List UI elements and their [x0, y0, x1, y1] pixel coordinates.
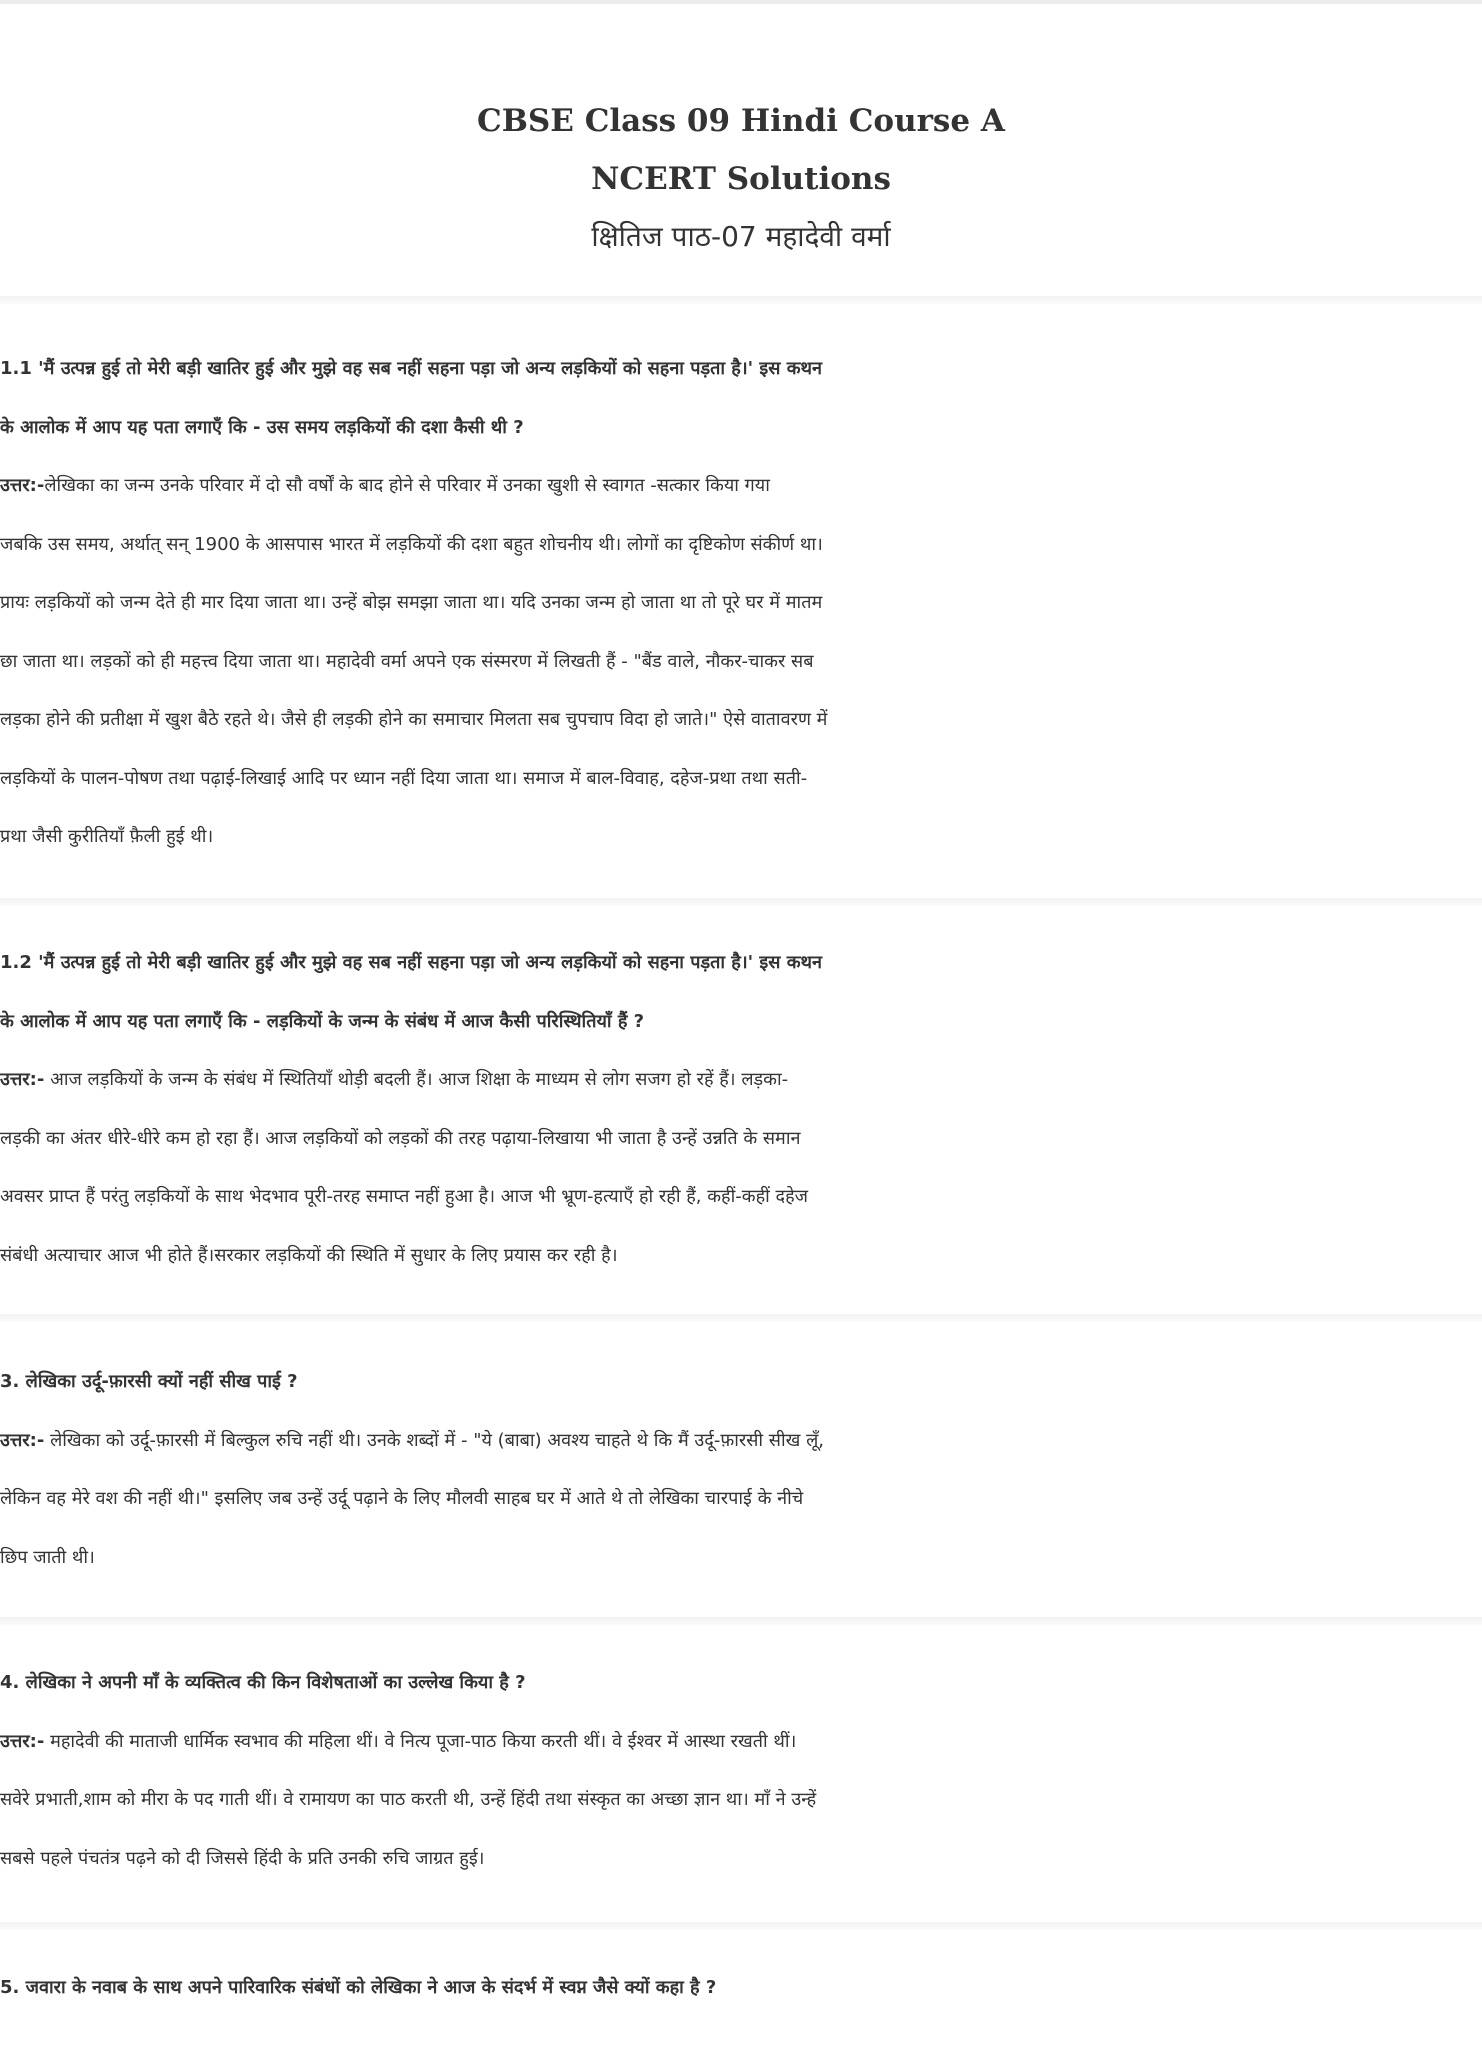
- question-text: के आलोक में आप यह पता लगाएँ कि - लड़कियों के जन्म के संबंध में आज कैसी परिस्थितियाँ हैं ?: [0, 1010, 645, 1032]
- chapter-title: क्षितिज पाठ-07 महादेवी वर्मा: [591, 220, 891, 253]
- question-text: 1.2 'मैं उत्पन्न हुई तो मेरी बड़ी खातिर हुई और मुझे वह सब नहीं सहना पड़ा जो अन्य लड़कियों को सहना पड़ता है।' इस कथन: [0, 952, 823, 973]
- qa-section: [0, 934, 1482, 1285]
- qa-section: [0, 1654, 1482, 1888]
- answer-text: सबसे पहले पंचतंत्र पढ़ने को दी जिससे हिंदी के प्रति उनकी रुचि जाग्रत हुई।: [0, 1847, 485, 1869]
- qa-section: [0, 1959, 1482, 2018]
- answer-text: लेकिन वह मेरे वश की नहीं थी।" इसलिए जब उन्हें उर्दू पढ़ाने के लिए मौलवी साहब घर में आते थे तो लेखिका चारपाई के नीचे: [0, 1488, 804, 1509]
- answer-line: [0, 1051, 1482, 1110]
- question-text: 3. लेखिका उर्दू-फ़ारसी क्यों नहीं सीख पाई ?: [0, 1371, 298, 1392]
- document-subtitle: NCERT Solutions: [591, 161, 891, 197]
- answer-text: लड़कियों के पालन-पोषण तथा पढ़ाई-लिखाई आदि पर ध्यान नहीं दिया जाता था। समाज में बाल-विवाह, दहेज-प्रथा तथा सती-: [0, 767, 808, 789]
- question-text: 5. जवारा के नवाब के साथ अपने पारिवारिक संबंधों को लेखिका ने आज के संदर्भ में स्वप्न जैसे क्यों कहा है ?: [0, 1977, 717, 1998]
- section-divider: [0, 1922, 1482, 1930]
- answer-label: उत्तर:-: [0, 1730, 45, 1752]
- qa-section: [0, 340, 1482, 867]
- answer-text: लेखिका का जन्म उनके परिवार में दो सौ वर्षों के बाद होने से परिवार में उनका खुशी से स्वागत -सत्कार किया गया: [44, 475, 770, 496]
- answer-text: प्रायः लड़कियों को जन्म देते ही मार दिया जाता था। उन्हें बोझ समझा जाता था। यदि उनका जन्म हो जाता था तो पूरे घर में मातम: [0, 592, 823, 613]
- section-divider: [0, 1314, 1482, 1322]
- answer-text: लेखिका को उर्दू-फ़ारसी में बिल्कुल रुचि नहीं थी। उनके शब्दों में - "ये (बाबा) अवश्य चाहते थे कि मैं उर्दू-फ़ारसी सीख लूँ,: [44, 1429, 825, 1451]
- answer-text: छिप जाती थी।: [0, 1546, 95, 1568]
- section-divider: [0, 296, 1482, 304]
- answer-text: लड़की का अंतर धीरे-धीरे कम हो रहा हैं। आज लड़कियों को लड़कों की तरह पढ़ाया-लिखाया भी जाता है उन्हें उन्नति के समान: [0, 1127, 801, 1149]
- answer-text: लड़का होने की प्रतीक्षा में खुश बैठे रहते थे। जैसे ही लड़की होने का समाचार मिलता सब चुपचाप विदा हो जाते।" ऐसे वातावरण में: [0, 709, 828, 730]
- answer-label: उत्तर:-: [0, 1069, 45, 1090]
- answer-label: उत्तर:-: [0, 475, 45, 496]
- answer-text: प्रथा जैसी कुरीतियाँ फ़ैली हुई थी।: [0, 826, 214, 847]
- answer-text: अवसर प्राप्त हैं परंतु लड़कियों के साथ भेदभाव पूरी-तरह समाप्त नहीं हुआ है। आज भी भ्रूण-हत्याएँ हो रही हैं, कहीं-कहीं दहेज: [0, 1186, 809, 1207]
- section-divider: [0, 1617, 1482, 1625]
- answer-text: छा जाता था। लड़कों को ही महत्त्व दिया जाता था। महादेवी वर्मा अपने एक संस्मरण में लिखती हैं - "बैंड वाले, नौकर-चाकर सब: [0, 650, 814, 672]
- section-divider: [0, 898, 1482, 906]
- qa-section: [0, 1353, 1482, 1587]
- answer-text: महादेवी की माताजी धार्मिक स्वभाव की महिला थीं। वे नित्य पूजा-पाठ किया करती थीं। वे ईश्वर में आस्था रखती थीं।: [44, 1730, 797, 1752]
- answer-text: सवेरे प्रभाती,शाम को मीरा के पद गाती थीं। वे रामायण का पाठ करती थी, उन्हें हिंदी तथा संस्कृत का अच्छा ज्ञान था। माँ ने उन्हें: [0, 1789, 817, 1810]
- answer-text: आज लड़कियों के जन्म के संबंध में स्थितियाँ थोड़ी बदली हैं। आज शिक्षा के माध्यम से लोग सजग हो रहें हैं। लड़का-: [44, 1069, 789, 1090]
- question-text: के आलोक में आप यह पता लगाएँ कि - उस समय लड़कियों की दशा कैसी थी ?: [0, 416, 524, 438]
- answer-line: [0, 1713, 1482, 1772]
- answer-text: जबकि उस समय, अर्थात् सन् 1900 के आसपास भारत में लड़कियों की दशा बहुत शोचनीय थी। लोगों का दृष्टिकोण संकीर्ण था।: [0, 533, 823, 555]
- document-title: CBSE Class 09 Hindi Course A: [477, 103, 1005, 139]
- question-text: 4. लेखिका ने अपनी माँ के व्यक्तित्व की किन विशेषताओं का उल्लेख किया है ?: [0, 1672, 526, 1693]
- answer-line: [0, 457, 1482, 516]
- answer-label: उत्तर:-: [0, 1429, 45, 1451]
- top-border: [0, 0, 1482, 4]
- answer-text: संबंधी अत्याचार आज भी होते हैं।सरकार लड़कियों की स्थिति में सुधार के लिए प्रयास कर रही है।: [0, 1244, 618, 1266]
- question-text: 1.1 'मैं उत्पन्न हुई तो मेरी बड़ी खातिर हुई और मुझे वह सब नहीं सहना पड़ा जो अन्य लड़कियों को सहना पड़ता है।' इस कथन: [0, 358, 823, 379]
- document-header: [0, 92, 1482, 266]
- answer-line: [0, 1412, 1482, 1471]
